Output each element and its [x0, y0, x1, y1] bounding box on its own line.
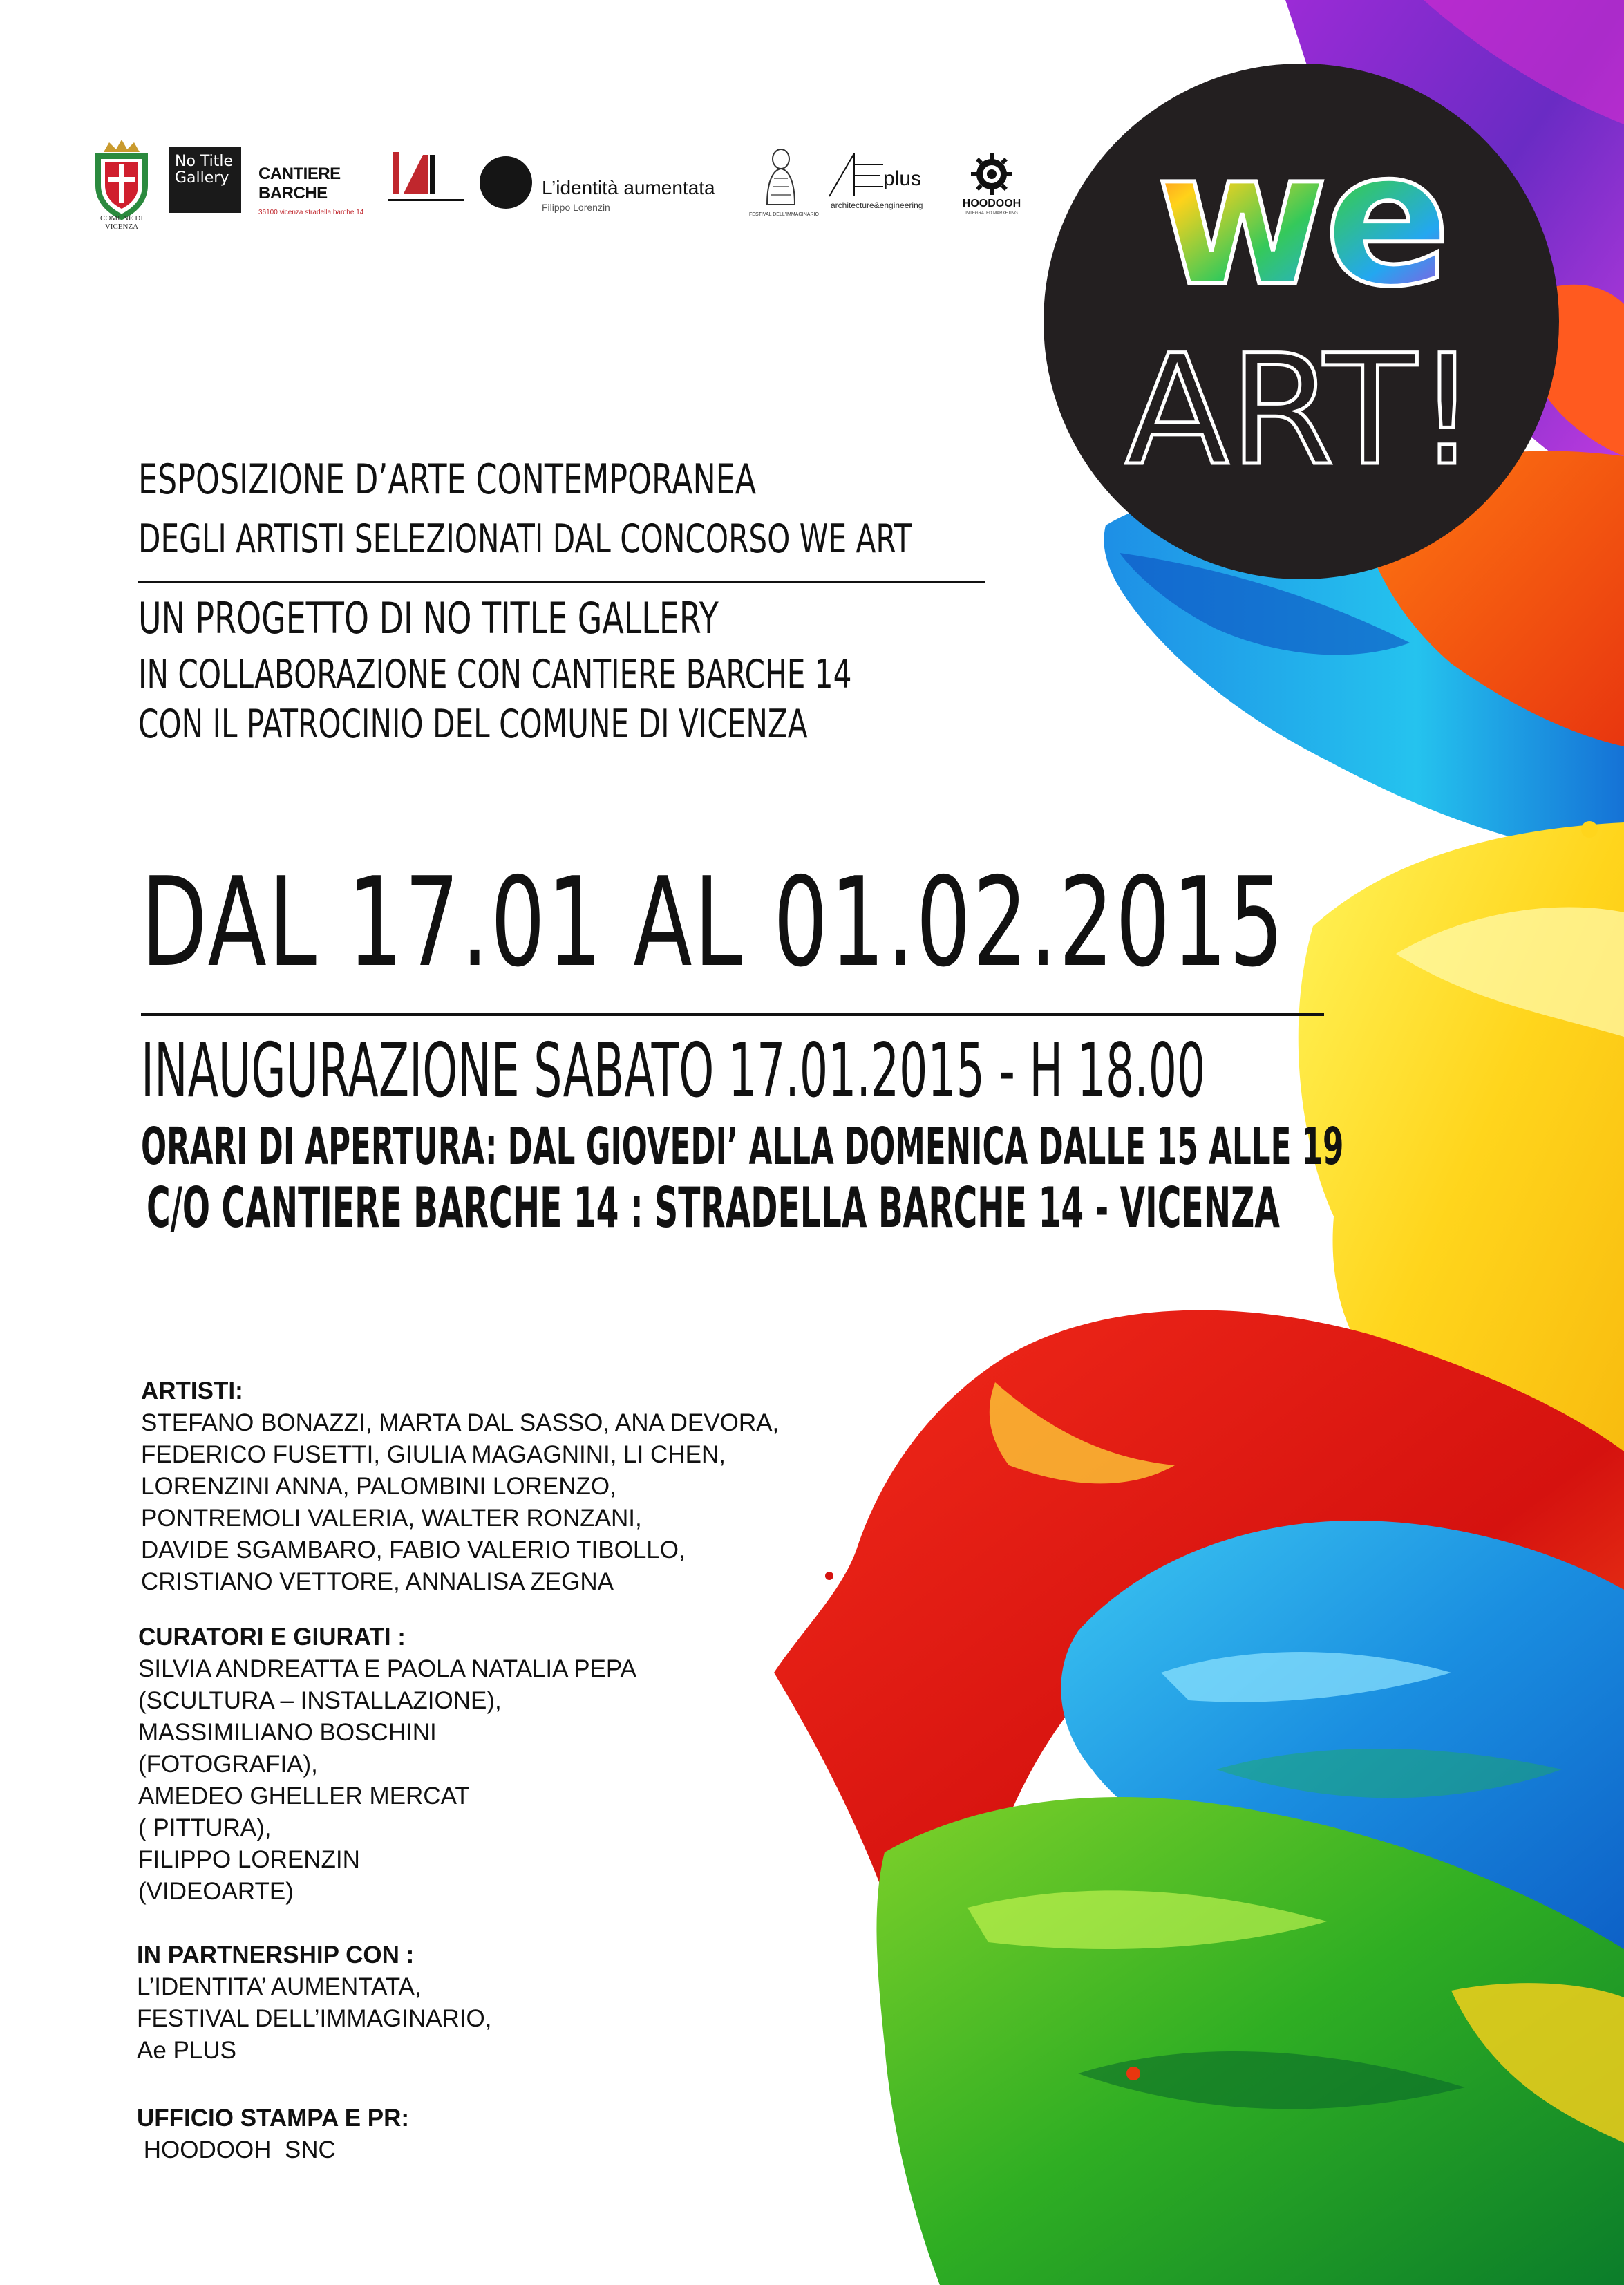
headline-divider [138, 581, 985, 583]
event-hours: ORARI DI APERTURA: DAL GIOVEDI’ ALLA DOMENICA DALLE 15 ALLE 19 [141, 1117, 1344, 1176]
artisti-line: DAVIDE SGAMBARO, FABIO VALERIO TIBOLLO, [141, 1536, 686, 1563]
ae-plus-icon [827, 151, 889, 199]
headline-line-1: ESPOSIZIONE D’ARTE CONTEMPORANEA [138, 455, 757, 504]
credits-partner [137, 1939, 491, 2067]
artisti-line: LORENZINI ANNA, PALOMBINI LORENZO, [141, 1473, 616, 1500]
dates-divider [141, 1013, 1324, 1016]
stampa-line: HOODOOH SNC [137, 2136, 336, 2163]
no-title-gallery-logo [169, 147, 241, 213]
headline-line-2: DEGLI ARTISTI SELEZIONATI DAL CONCORSO WE ART [138, 516, 912, 562]
stampa-heading: UFFICIO STAMPA E PR: [137, 2105, 410, 2132]
headline-line-3: UN PROGETTO DI NO TITLE GALLERY [138, 593, 719, 643]
identita-circle-icon [480, 156, 532, 209]
curatori-heading: CURATORI E GIURATI : [138, 1624, 406, 1651]
hoodooh-sub: INTEGRATED MARKETING [965, 211, 1018, 216]
cantiere-barche-logo [258, 164, 390, 216]
festival-figure-icon [760, 147, 802, 206]
event-venue: C/O CANTIERE BARCHE 14 : STRADELLA BARCHE 14 - VICENZA [147, 1176, 1280, 1240]
headline-line-4: IN COLLABORAZIONE CON CANTIERE BARCHE 14 [138, 652, 852, 697]
we-art-badge [1044, 64, 1559, 579]
comune-di-vicenza-crest-logo [88, 137, 155, 231]
festival-caption: FESTIVAL DELL'IMMAGINARIO [749, 212, 819, 217]
event-dates: DAL 17.01 AL 01.02.2015 [141, 851, 1286, 994]
ae-plus-sub: architecture&engineering [831, 200, 923, 210]
artisti-line: FEDERICO FUSETTI, GIULIA MAGAGNINI, LI CHEN, [141, 1441, 726, 1468]
ae-plus-name: plus [883, 167, 922, 190]
cantiere-name: CANTIERE BARCHE [258, 164, 341, 203]
curatori-line: FILIPPO LORENZIN [138, 1846, 360, 1873]
identita-author: Filippo Lorenzin [542, 202, 610, 213]
cantiere-address: 36100 vicenza stradella barche 14 [258, 209, 364, 216]
crest-icon [88, 137, 155, 220]
partner-line: L’IDENTITA’ AUMENTATA, [137, 1973, 422, 2000]
curatori-line: ( PITTURA), [138, 1814, 272, 1841]
curatori-line: AMEDEO GHELLER MERCAT [138, 1783, 470, 1809]
partner-heading: IN PARTNERSHIP CON : [137, 1941, 415, 1968]
hoodooh-logo [961, 153, 1023, 223]
we-art-line-1: we [1155, 110, 1447, 328]
hoodooh-name: HOODOOH [962, 198, 1021, 209]
curatori-line: (VIDEOARTE) [138, 1878, 294, 1905]
artisti-line: PONTREMOLI VALERIA, WALTER RONZANI, [141, 1505, 642, 1532]
we-art-logo [1044, 64, 1559, 579]
we-art-line-2: ART! [1125, 322, 1477, 499]
credits-artisti [141, 1375, 779, 1598]
partner-line: Ae PLUS [137, 2037, 236, 2064]
identita-aumentata-logo [480, 153, 742, 216]
curatori-line: (FOTOGRAFIA), [138, 1751, 318, 1778]
artisti-line: STEFANO BONAZZI, MARTA DAL SASSO, ANA DEVORA, [141, 1409, 780, 1436]
cantiere-mark-icon [388, 148, 464, 205]
notitle-line-2: Gallery [175, 169, 229, 187]
notitle-line-1: No Title [175, 153, 234, 170]
comune-caption: COMUNE DI VICENZA [100, 214, 144, 231]
partner-line: FESTIVAL DELL’IMMAGINARIO, [137, 2005, 492, 2032]
credits-stampa [137, 2103, 409, 2166]
artisti-line: CRISTIANO VETTORE, ANNALISA ZEGNA [141, 1568, 614, 1595]
event-opening: INAUGURAZIONE SABATO 17.01.2015 - H 18.00 [141, 1028, 1206, 1114]
gear-icon [971, 153, 1012, 195]
artisti-heading: ARTISTI: [141, 1377, 243, 1404]
identita-name: L’identità aumentata [542, 177, 715, 198]
festival-immaginario-logo [749, 147, 819, 217]
headline-line-5: CON IL PATROCINIO DEL COMUNE DI VICENZA [138, 702, 808, 747]
cantiere-barche-mark [388, 148, 464, 205]
curatori-line: MASSIMILIANO BOSCHINI [138, 1719, 437, 1746]
ae-plus-logo [827, 151, 937, 214]
curatori-line: (SCULTURA – INSTALLAZIONE), [138, 1687, 502, 1714]
curatori-line: SILVIA ANDREATTA E PAOLA NATALIA PEPA [138, 1655, 637, 1682]
credits-curatori [138, 1621, 636, 1908]
